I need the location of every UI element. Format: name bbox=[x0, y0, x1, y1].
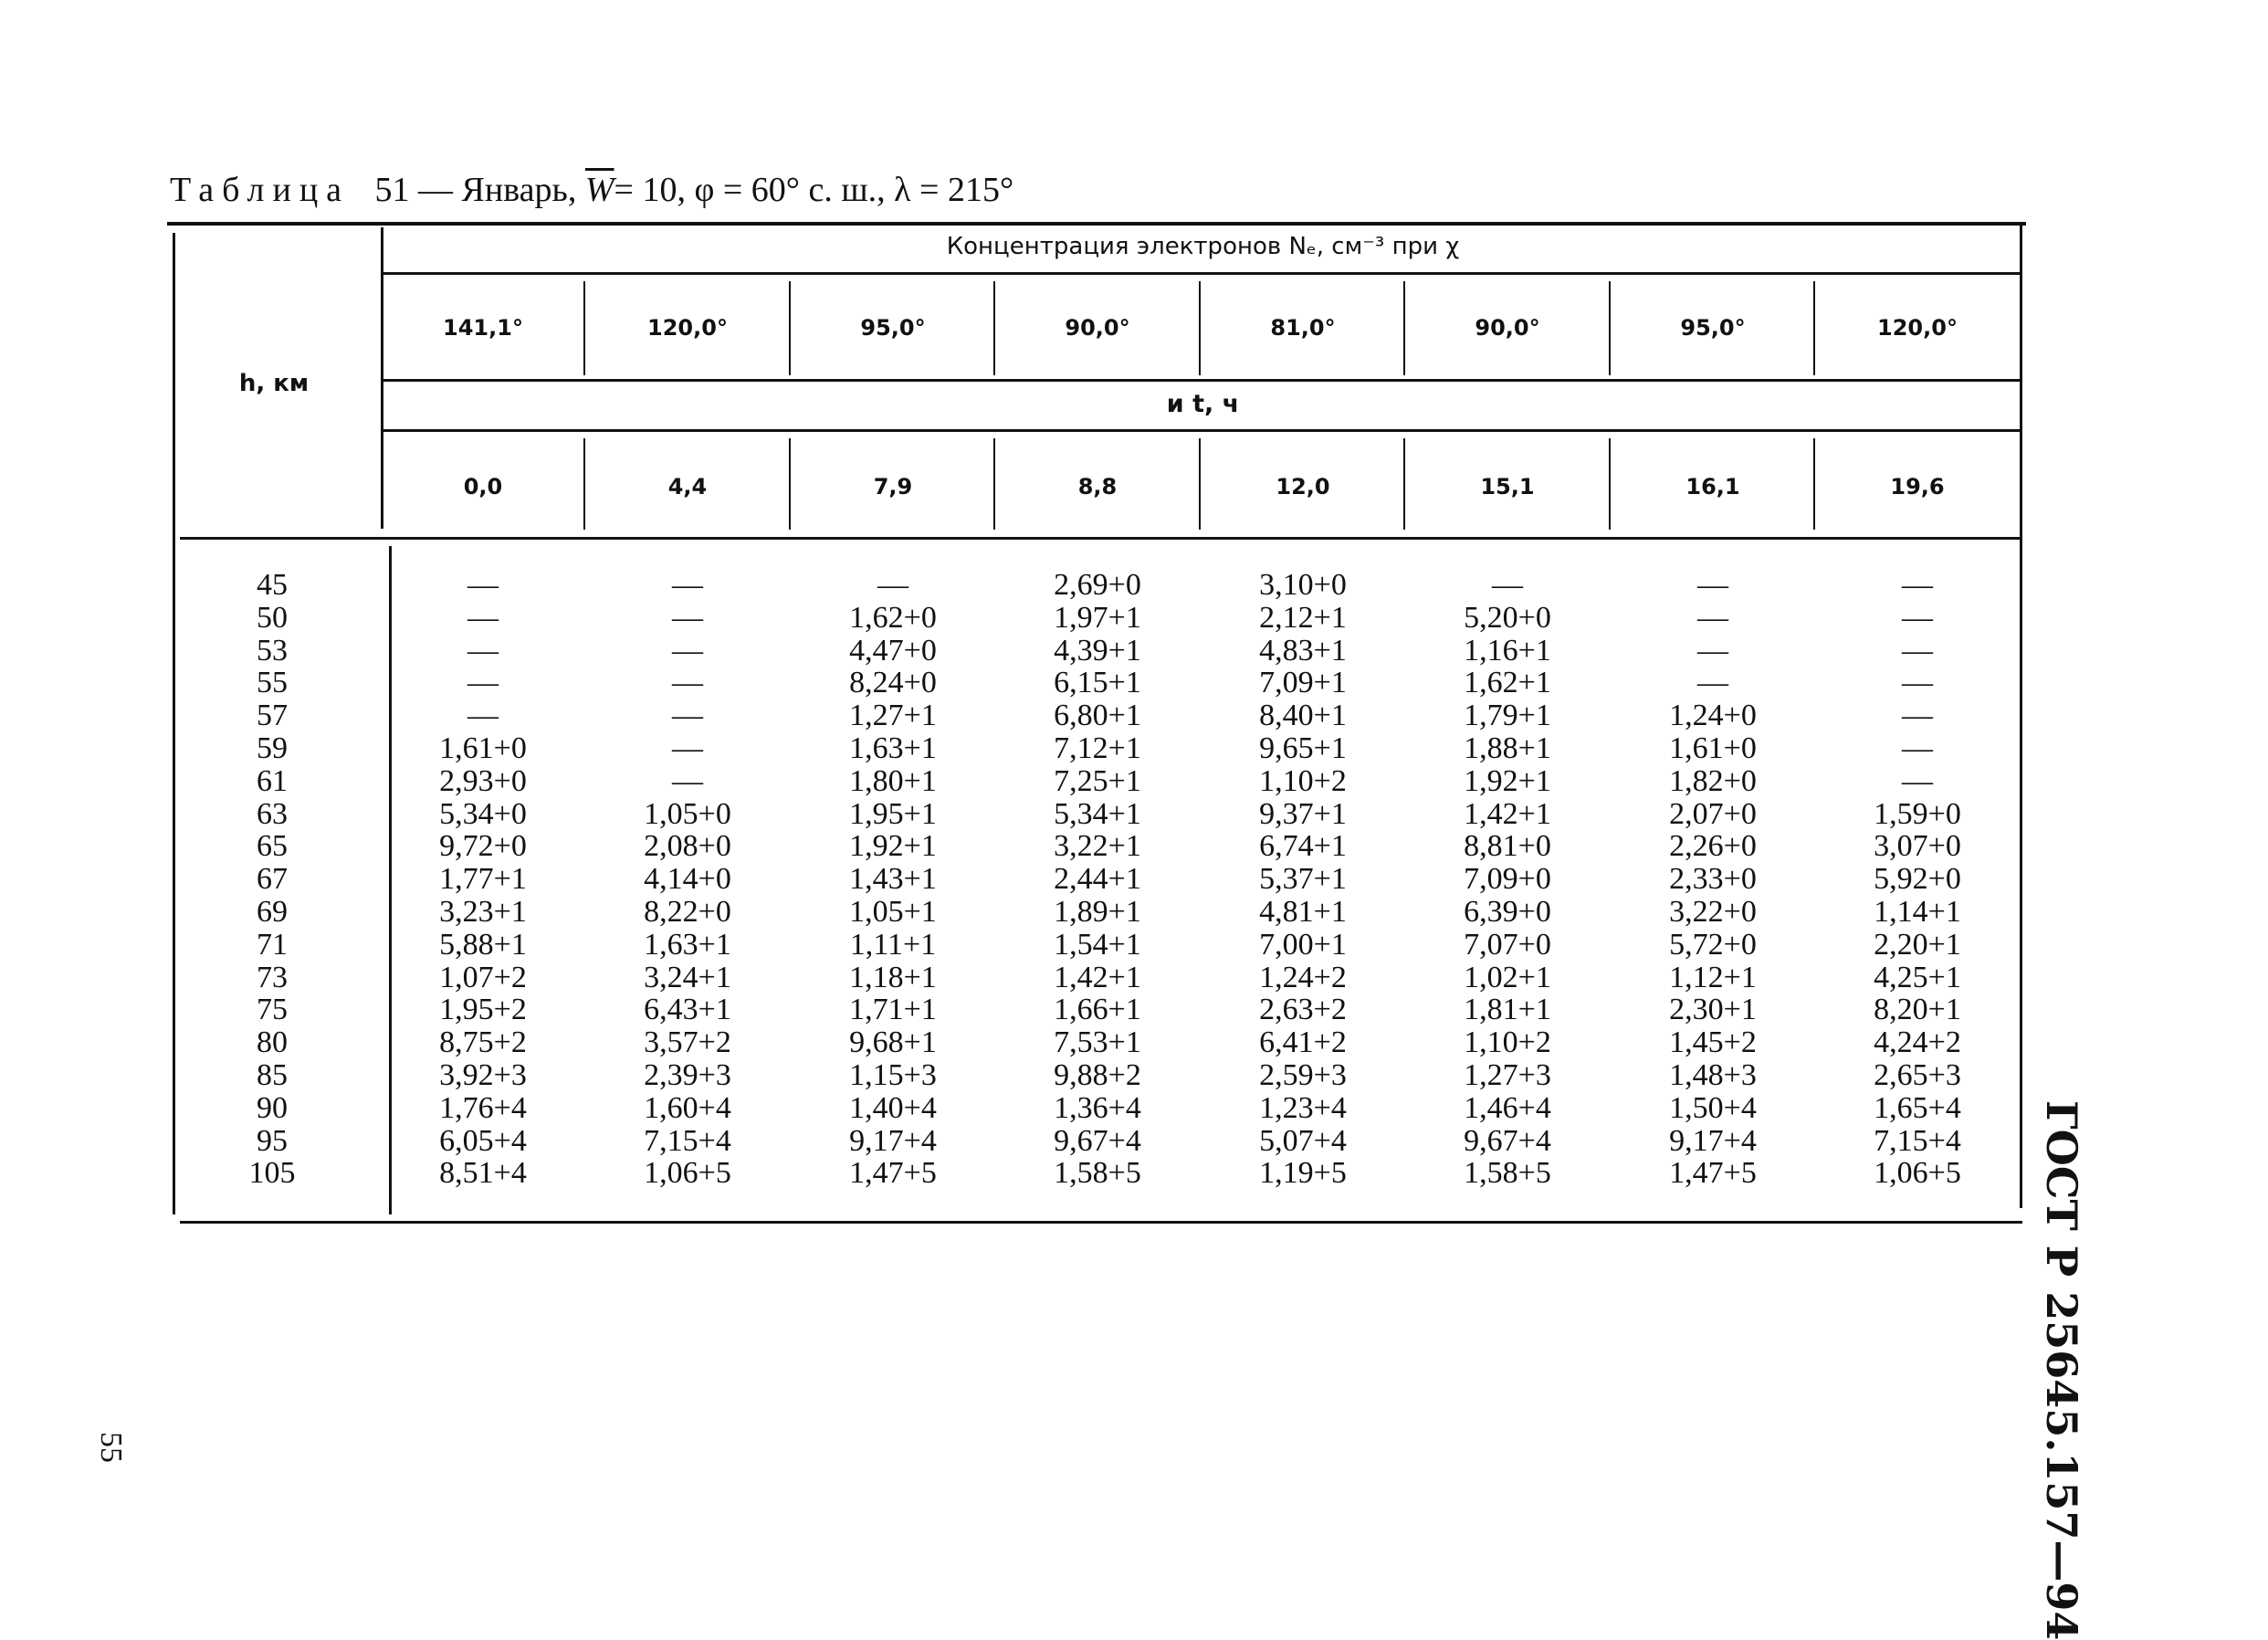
value-cell: 7,15+4 bbox=[1874, 1123, 1961, 1158]
value-cell: 1,15+3 bbox=[849, 1057, 937, 1092]
page-number: 55 bbox=[94, 1432, 128, 1463]
value-cell: 4,83+1 bbox=[1259, 633, 1347, 668]
value-cell: 7,09+1 bbox=[1259, 666, 1347, 700]
t-value: 12,0 bbox=[1276, 474, 1330, 499]
value-cell: 1,58+5 bbox=[1464, 1156, 1551, 1191]
value-cell: — bbox=[1492, 568, 1523, 602]
value-cell: — bbox=[467, 633, 499, 668]
value-cell: 6,39+0 bbox=[1464, 894, 1551, 929]
value-cell: 8,22+0 bbox=[644, 894, 731, 929]
value-cell: 1,50+4 bbox=[1669, 1090, 1757, 1125]
value-cell: 3,23+1 bbox=[439, 894, 527, 929]
height-cell: 85 bbox=[257, 1057, 288, 1092]
value-cell: 2,30+1 bbox=[1669, 993, 1757, 1027]
height-cell: 67 bbox=[257, 862, 288, 897]
value-cell: 1,06+5 bbox=[1874, 1156, 1961, 1191]
value-cell: 1,05+0 bbox=[644, 796, 731, 831]
value-cell: 2,39+3 bbox=[644, 1057, 731, 1092]
value-cell: 2,59+3 bbox=[1259, 1057, 1347, 1092]
value-cell: 9,17+4 bbox=[849, 1123, 937, 1158]
value-cell: 2,26+0 bbox=[1669, 829, 1757, 864]
value-cell: 5,72+0 bbox=[1669, 927, 1757, 962]
value-cell: — bbox=[467, 666, 499, 700]
value-cell: 2,07+0 bbox=[1669, 796, 1757, 831]
value-cell: 2,93+0 bbox=[439, 763, 527, 798]
time-header: и t, ч bbox=[1166, 390, 1240, 418]
value-cell: — bbox=[672, 600, 703, 635]
value-cell: 1,24+2 bbox=[1259, 960, 1347, 994]
value-column bbox=[995, 569, 1200, 1190]
value-cell: — bbox=[467, 568, 499, 602]
value-cell: 1,79+1 bbox=[1464, 699, 1551, 733]
value-cell: 2,20+1 bbox=[1874, 927, 1961, 962]
chi-value: 90,0° bbox=[1475, 315, 1540, 341]
value-cell: 9,65+1 bbox=[1259, 731, 1347, 765]
value-cell: 6,80+1 bbox=[1054, 699, 1141, 733]
value-column bbox=[1611, 569, 1815, 1190]
value-cell: 2,69+0 bbox=[1054, 568, 1141, 602]
value-cell: 7,12+1 bbox=[1054, 731, 1141, 765]
caption-word: Таблица bbox=[170, 171, 351, 209]
height-cell: 63 bbox=[257, 796, 288, 831]
value-cell: 1,63+1 bbox=[849, 731, 937, 765]
value-cell: — bbox=[467, 600, 499, 635]
header-bottom-rule bbox=[180, 537, 2022, 540]
value-cell: 5,07+4 bbox=[1259, 1123, 1347, 1158]
value-cell: 1,42+1 bbox=[1464, 796, 1551, 831]
value-cell: 4,81+1 bbox=[1259, 894, 1347, 929]
value-cell: 6,41+2 bbox=[1259, 1025, 1347, 1060]
value-cell: 2,44+1 bbox=[1054, 862, 1141, 897]
value-cell: 1,88+1 bbox=[1464, 731, 1551, 765]
value-cell: 2,12+1 bbox=[1259, 600, 1347, 635]
value-cell: — bbox=[1902, 699, 1933, 733]
h-column-header: h, км bbox=[238, 370, 310, 397]
value-cell: 1,61+0 bbox=[439, 731, 527, 765]
value-cell: 3,24+1 bbox=[644, 960, 731, 994]
chi-value: 120,0° bbox=[1877, 315, 1958, 341]
value-cell: 7,00+1 bbox=[1259, 927, 1347, 962]
value-cell: 1,81+1 bbox=[1464, 993, 1551, 1027]
value-cell: 1,97+1 bbox=[1054, 600, 1141, 635]
value-cell: 1,47+5 bbox=[849, 1156, 937, 1191]
height-cell: 69 bbox=[257, 894, 288, 929]
value-cell: 1,61+0 bbox=[1669, 731, 1757, 765]
height-cell: 50 bbox=[257, 600, 288, 635]
value-cell: 2,63+2 bbox=[1259, 993, 1347, 1027]
value-cell: 1,71+1 bbox=[849, 993, 937, 1027]
value-cell: 1,92+1 bbox=[849, 829, 937, 864]
value-cell: 1,58+5 bbox=[1054, 1156, 1141, 1191]
height-cell: 105 bbox=[248, 1156, 296, 1191]
value-cell: 1,63+1 bbox=[644, 927, 731, 962]
value-cell: 5,34+0 bbox=[439, 796, 527, 831]
value-cell: — bbox=[1902, 666, 1933, 700]
value-cell: 1,10+2 bbox=[1259, 763, 1347, 798]
value-cell: 8,51+4 bbox=[439, 1156, 527, 1191]
value-cell: 1,40+4 bbox=[849, 1090, 937, 1125]
value-cell: 1,06+5 bbox=[644, 1156, 731, 1191]
value-cell: 1,27+1 bbox=[849, 699, 937, 733]
value-cell: 1,62+0 bbox=[849, 600, 937, 635]
value-cell: — bbox=[1697, 600, 1728, 635]
value-cell: 7,25+1 bbox=[1054, 763, 1141, 798]
value-cell: 1,23+4 bbox=[1259, 1090, 1347, 1125]
t-value: 7,9 bbox=[873, 474, 913, 499]
value-cell: 1,92+1 bbox=[1464, 763, 1551, 798]
value-cell: 7,15+4 bbox=[644, 1123, 731, 1158]
data-table bbox=[167, 222, 2026, 1224]
value-cell: — bbox=[672, 568, 703, 602]
value-cell: 7,09+0 bbox=[1464, 862, 1551, 897]
value-cell: 1,16+1 bbox=[1464, 633, 1551, 668]
value-cell: 1,82+0 bbox=[1669, 763, 1757, 798]
value-cell: 1,95+2 bbox=[439, 993, 527, 1027]
t-value: 0,0 bbox=[463, 474, 503, 499]
height-cell: 61 bbox=[257, 763, 288, 798]
chi-value: 95,0° bbox=[860, 315, 926, 341]
value-cell: 1,43+1 bbox=[849, 862, 937, 897]
caption-w-symbol: $\overline{W}$ bbox=[584, 171, 614, 209]
t-value: 8,8 bbox=[1077, 474, 1118, 499]
value-cell: 5,92+0 bbox=[1874, 862, 1961, 897]
height-cell: 73 bbox=[257, 960, 288, 994]
header-rule-1 bbox=[383, 272, 2022, 275]
value-cell: 9,72+0 bbox=[439, 829, 527, 864]
value-cell: — bbox=[1902, 763, 1933, 798]
value-cell: 9,68+1 bbox=[849, 1025, 937, 1060]
value-cell: 1,12+1 bbox=[1669, 960, 1757, 994]
value-cell: 1,02+1 bbox=[1464, 960, 1551, 994]
value-cell: 9,88+2 bbox=[1054, 1057, 1141, 1092]
value-cell: 1,89+1 bbox=[1054, 894, 1141, 929]
value-cell: 1,18+1 bbox=[849, 960, 937, 994]
value-cell: 1,07+2 bbox=[439, 960, 527, 994]
value-cell: 2,65+3 bbox=[1874, 1057, 1961, 1092]
value-cell: 1,47+5 bbox=[1669, 1156, 1757, 1191]
height-cell: 80 bbox=[257, 1025, 288, 1060]
value-cell: 1,19+5 bbox=[1259, 1156, 1347, 1191]
chi-value: 90,0° bbox=[1065, 315, 1130, 341]
value-column bbox=[791, 569, 995, 1190]
value-cell: 1,62+1 bbox=[1464, 666, 1551, 700]
height-cell: 75 bbox=[257, 993, 288, 1027]
value-cell: 1,24+0 bbox=[1669, 699, 1757, 733]
value-cell: 1,11+1 bbox=[849, 927, 937, 962]
value-cell: 3,07+0 bbox=[1874, 829, 1961, 864]
value-cell: 4,47+0 bbox=[849, 633, 937, 668]
value-cell: 9,67+4 bbox=[1054, 1123, 1141, 1158]
table-right-rule bbox=[2020, 222, 2022, 1208]
value-cell: 4,25+1 bbox=[1874, 960, 1961, 994]
value-cell: 3,57+2 bbox=[644, 1025, 731, 1060]
chi-value: 81,0° bbox=[1270, 315, 1336, 341]
value-cell: 1,66+1 bbox=[1054, 993, 1141, 1027]
value-cell: — bbox=[1697, 666, 1728, 700]
value-cell: 1,05+1 bbox=[849, 894, 937, 929]
value-cell: — bbox=[672, 699, 703, 733]
value-cell: 5,34+1 bbox=[1054, 796, 1141, 831]
height-cell: 65 bbox=[257, 829, 288, 864]
value-cell: 8,40+1 bbox=[1259, 699, 1347, 733]
height-cell: 55 bbox=[257, 666, 288, 700]
height-cell: 90 bbox=[257, 1090, 288, 1125]
value-cell: 1,65+4 bbox=[1874, 1090, 1961, 1125]
value-cell: 9,17+4 bbox=[1669, 1123, 1757, 1158]
value-cell: — bbox=[1697, 633, 1728, 668]
chi-value: 120,0° bbox=[647, 315, 728, 341]
caption-params: = 10, φ = 60° с. ш., λ = 215° bbox=[614, 171, 1014, 209]
value-cell: 1,45+2 bbox=[1669, 1025, 1757, 1060]
t-value: 15,1 bbox=[1480, 474, 1535, 499]
value-cell: 4,14+0 bbox=[644, 862, 731, 897]
caption-month: Январь, bbox=[461, 171, 577, 209]
value-cell: 1,59+0 bbox=[1874, 796, 1961, 831]
value-cell: 1,27+3 bbox=[1464, 1057, 1551, 1092]
value-cell: 1,42+1 bbox=[1054, 960, 1141, 994]
chi-value: 95,0° bbox=[1680, 315, 1746, 341]
value-cell: — bbox=[672, 666, 703, 700]
value-cell: 3,10+0 bbox=[1259, 568, 1347, 602]
value-column bbox=[1815, 569, 2020, 1190]
value-cell: 1,76+4 bbox=[439, 1090, 527, 1125]
value-cell: — bbox=[672, 731, 703, 765]
value-cell: 6,05+4 bbox=[439, 1123, 527, 1158]
value-cell: 8,20+1 bbox=[1874, 993, 1961, 1027]
value-cell: — bbox=[877, 568, 908, 602]
value-cell: — bbox=[672, 763, 703, 798]
value-cell: — bbox=[672, 633, 703, 668]
t-value: 19,6 bbox=[1890, 474, 1945, 499]
table-caption bbox=[170, 170, 1013, 210]
value-column bbox=[1201, 569, 1405, 1190]
value-cell: 8,75+2 bbox=[439, 1025, 527, 1060]
value-cell: — bbox=[1902, 731, 1933, 765]
value-cell: — bbox=[1697, 568, 1728, 602]
value-cell: 7,53+1 bbox=[1054, 1025, 1141, 1060]
value-cell: — bbox=[467, 699, 499, 733]
table-top-rule bbox=[167, 222, 2026, 226]
value-cell: 3,22+1 bbox=[1054, 829, 1141, 864]
value-cell: 6,74+1 bbox=[1259, 829, 1347, 864]
value-cell: 1,36+4 bbox=[1054, 1090, 1141, 1125]
height-cell: 45 bbox=[257, 568, 288, 602]
caption-number: 51 bbox=[374, 171, 410, 209]
value-cell: 6,43+1 bbox=[644, 993, 731, 1027]
value-cell: 1,54+1 bbox=[1054, 927, 1141, 962]
value-cell: 1,10+2 bbox=[1464, 1025, 1551, 1060]
t-value: 16,1 bbox=[1685, 474, 1740, 499]
value-cell: 5,88+1 bbox=[439, 927, 527, 962]
value-cell: 5,20+0 bbox=[1464, 600, 1551, 635]
value-cell: 7,07+0 bbox=[1464, 927, 1551, 962]
value-cell: 1,95+1 bbox=[849, 796, 937, 831]
value-cell: 1,77+1 bbox=[439, 862, 527, 897]
value-cell: 2,08+0 bbox=[644, 829, 731, 864]
value-cell: 8,24+0 bbox=[849, 666, 937, 700]
value-column bbox=[381, 569, 585, 1190]
value-cell: 5,37+1 bbox=[1259, 862, 1347, 897]
value-cell: 3,22+0 bbox=[1669, 894, 1757, 929]
height-cell: 53 bbox=[257, 633, 288, 668]
value-cell: 8,81+0 bbox=[1464, 829, 1551, 864]
value-column bbox=[585, 569, 790, 1190]
header-rule-2 bbox=[383, 379, 2022, 382]
value-cell: — bbox=[1902, 600, 1933, 635]
concentration-header: Концентрация электронов Nₑ, см⁻³ при χ bbox=[946, 233, 1460, 260]
header-rule-3 bbox=[383, 429, 2022, 432]
chi-value: 141,1° bbox=[443, 315, 523, 341]
value-cell: 1,14+1 bbox=[1874, 894, 1961, 929]
height-column bbox=[167, 569, 377, 1190]
value-cell: 4,24+2 bbox=[1874, 1025, 1961, 1060]
value-cell: — bbox=[1902, 633, 1933, 668]
value-cell: 4,39+1 bbox=[1054, 633, 1141, 668]
value-cell: 1,46+4 bbox=[1464, 1090, 1551, 1125]
value-column bbox=[1405, 569, 1610, 1190]
height-cell: 57 bbox=[257, 699, 288, 733]
caption-dash: — bbox=[418, 171, 454, 209]
value-cell: 6,15+1 bbox=[1054, 666, 1141, 700]
document-code-stamp: ГОСТ Р 25645.157—94 bbox=[2037, 1100, 2086, 1640]
table-bottom-rule bbox=[180, 1221, 2022, 1224]
value-cell: 9,37+1 bbox=[1259, 796, 1347, 831]
value-cell: 3,92+3 bbox=[439, 1057, 527, 1092]
value-cell: 1,48+3 bbox=[1669, 1057, 1757, 1092]
value-cell: — bbox=[1902, 568, 1933, 602]
value-cell: 1,80+1 bbox=[849, 763, 937, 798]
value-cell: 2,33+0 bbox=[1669, 862, 1757, 897]
value-cell: 1,60+4 bbox=[644, 1090, 731, 1125]
t-value: 4,4 bbox=[667, 474, 708, 499]
value-cell: 9,67+4 bbox=[1464, 1123, 1551, 1158]
height-cell: 71 bbox=[257, 927, 288, 962]
height-cell: 95 bbox=[257, 1123, 288, 1158]
height-cell: 59 bbox=[257, 731, 288, 765]
